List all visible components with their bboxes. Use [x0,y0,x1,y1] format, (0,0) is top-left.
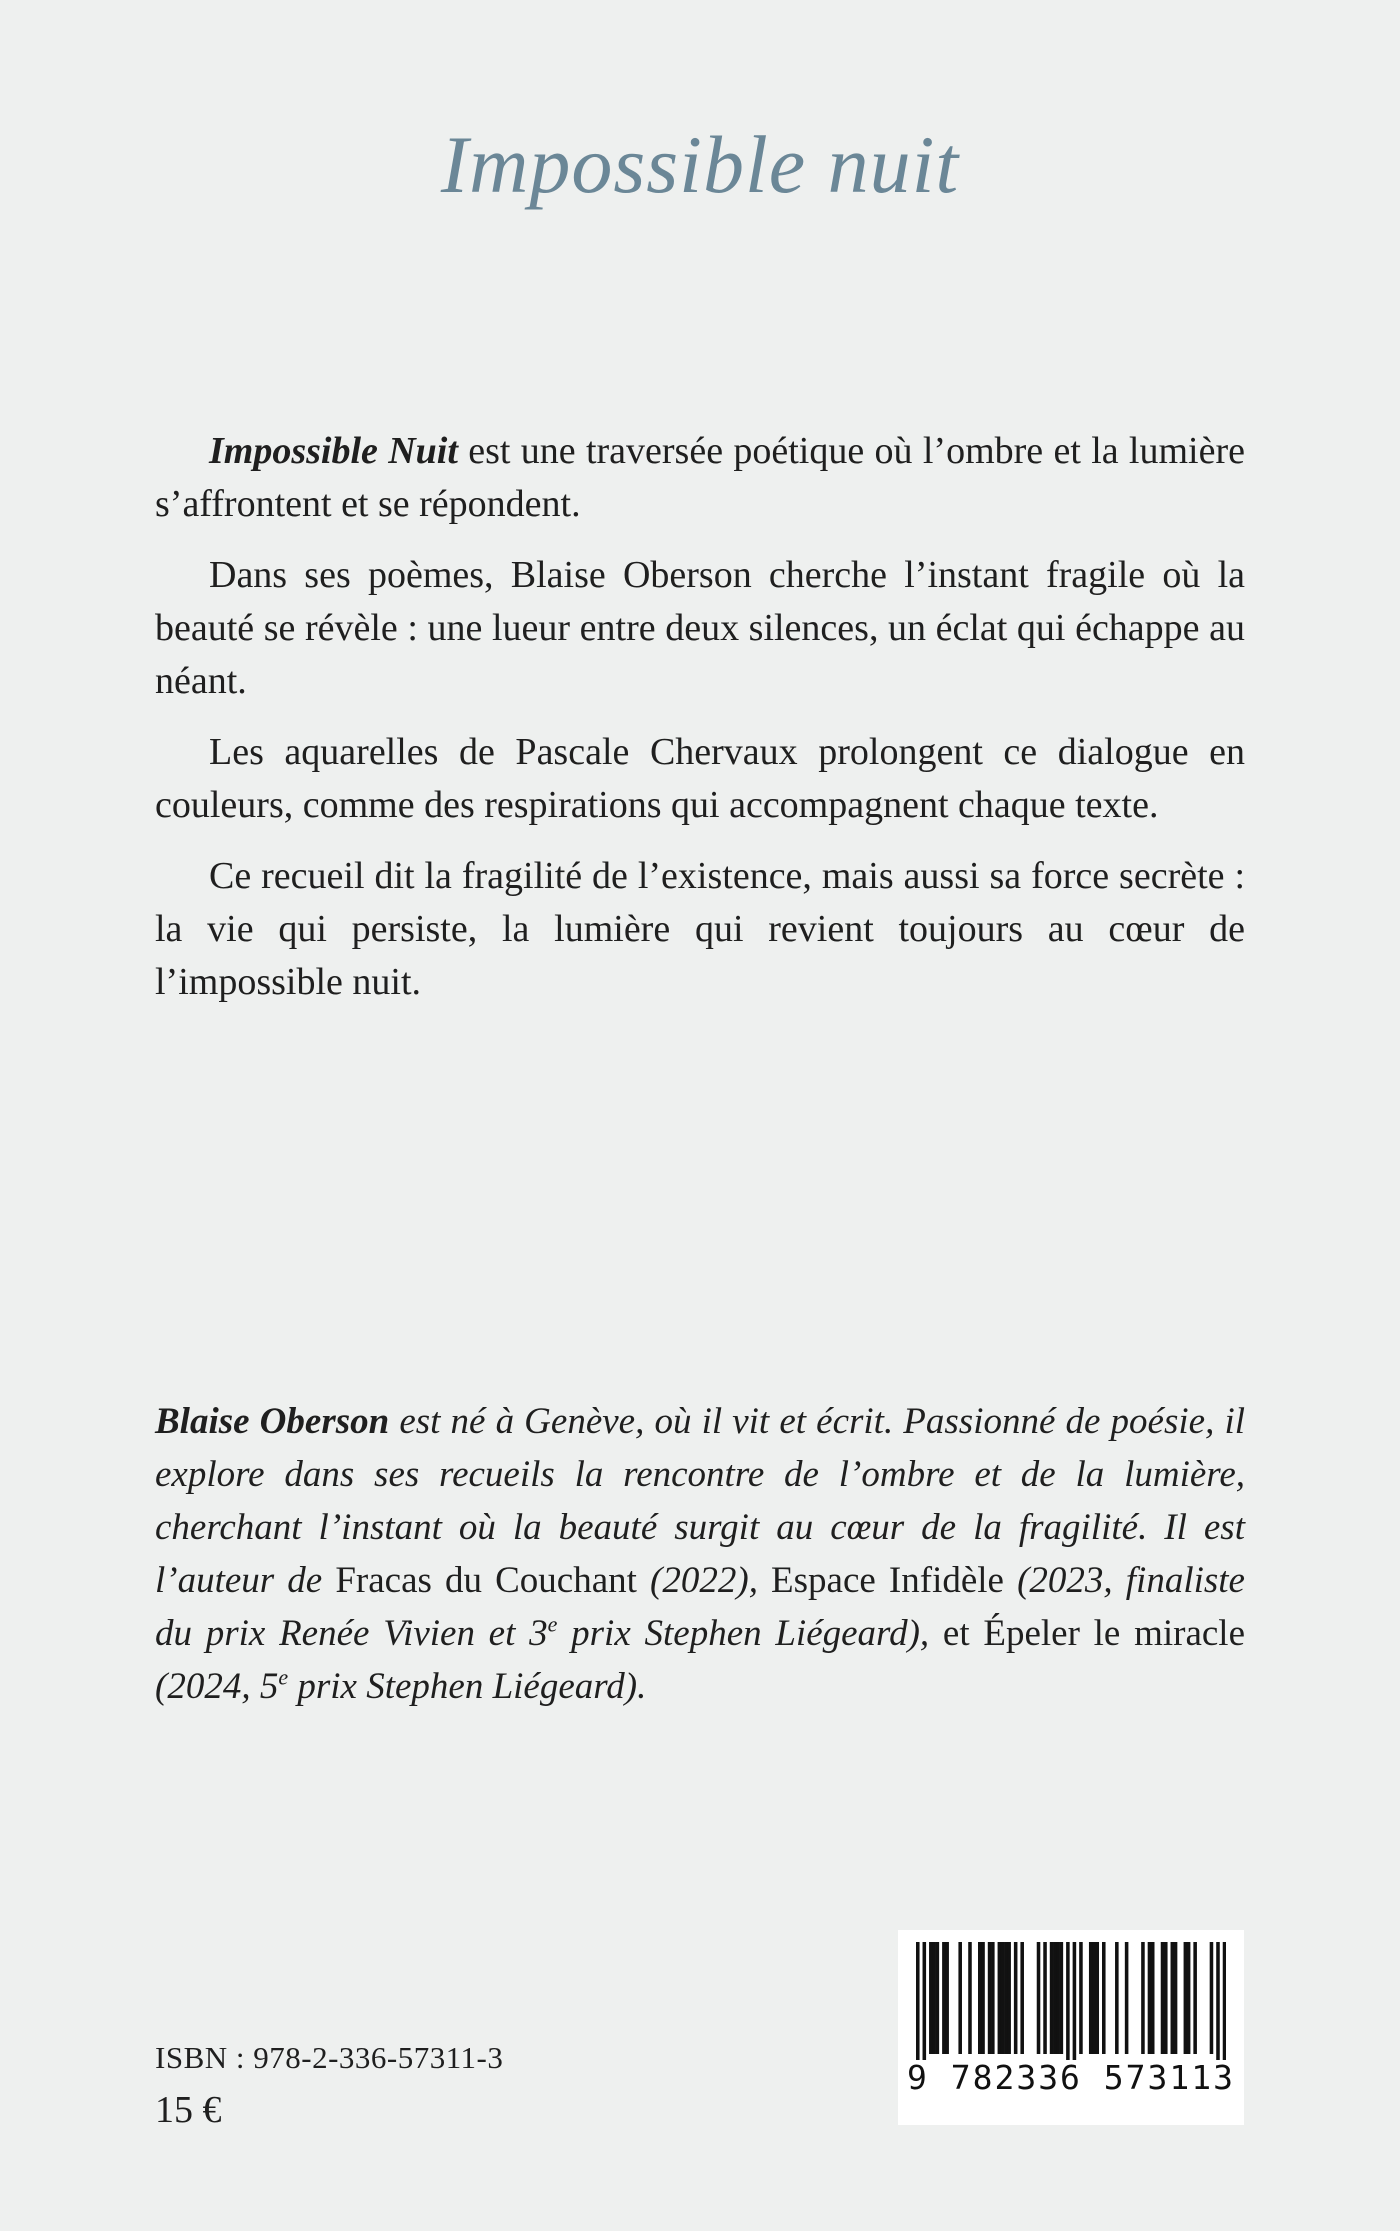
bio-text-2: (2022), [636,1560,772,1601]
barcode-bar [1148,1942,1152,2054]
barcode-bar [1193,1942,1197,2054]
barcode-bar [1004,1942,1008,2054]
back-cover-blurb [155,425,1245,1027]
barcode-bar [1216,1942,1220,2060]
barcode-bar [1102,1942,1106,2054]
bio-conjunction: et [942,1613,984,1654]
barcode-digits: 9 782336 573113 [906,2058,1235,2097]
barcode-bar [1020,1942,1024,2054]
isbn-number: ISBN : 978-2-336-57311-3 [155,2040,504,2075]
barcode-bar [1174,1942,1178,2054]
bio-book-2: Espace Infidèle [771,1560,1004,1601]
author-bio [155,1395,1245,1713]
barcode-bar [1037,1942,1041,2054]
blurb-paragraph-1-text: est une traversée poétique où l’ombre et la lumière s’affrontent et se répondent. [155,430,1245,525]
barcode-bar [1014,1942,1018,2054]
bio-text-6: prix Stephen Liégeard). [288,1666,647,1707]
barcode-bar [942,1942,946,2054]
barcode-bar [1210,1942,1214,2054]
blurb-paragraph-4: Ce recueil dit la fragilité de l’existence, mais aussi sa force secrète : la vie qui persiste, la lumière qui revient toujours au cœur de l’impossible nuit. [155,855,1245,1003]
barcode-bar [1184,1942,1188,2054]
barcode-bar [929,1942,933,2054]
book-title: Impossible nuit [440,119,960,210]
barcode [898,1930,1244,2125]
barcode-bar [991,1942,995,2054]
barcode-bar [988,1942,992,2054]
bio-text-5: (2024, 5 [155,1666,279,1707]
barcode-bar [1073,1942,1077,2060]
barcode-bar [923,1942,927,2060]
barcode-bar [1050,1942,1054,2054]
barcode-bar [958,1942,962,2054]
barcode-bar [945,1942,949,2054]
barcode-bar [916,1942,920,2060]
barcode-bars [916,1942,1226,2060]
barcode-bar [1141,1942,1145,2054]
barcode-bar [932,1942,936,2054]
barcode-bar [1043,1942,1047,2054]
barcode-bar [1187,1942,1191,2054]
bio-text-3: (2023, finaliste du prix Renée Vivien et 3 [155,1560,1245,1654]
barcode-bar [1007,1942,1011,2054]
barcode-bar [1151,1942,1155,2054]
bio-text-4: prix Stephen Liégeard), [557,1613,943,1654]
blurb-paragraph-2: Dans ses poèmes, Blaise Oberson cherche l’instant fragile où la beauté se révèle : une lueur entre deux silences, un éclat qui échappe au néant. [155,554,1245,702]
bio-book-3: Épeler le miracle [983,1613,1245,1654]
price: 15 € [155,2089,222,2131]
barcode-bar [1164,1942,1168,2054]
bio-superscript-2: e [278,1664,289,1690]
bio-superscript-1: e [547,1611,558,1637]
barcode-bar [1223,1942,1226,2060]
barcode-bar [1115,1942,1119,2054]
barcode-bar [1171,1942,1175,2054]
barcode-bar [1066,1942,1070,2060]
barcode-bar [1060,1942,1064,2054]
barcode-bar [1092,1942,1096,2054]
barcode-bar [1125,1942,1129,2054]
barcode-bar [936,1942,940,2054]
bio-book-1: Fracas du Couchant [335,1560,637,1601]
barcode-bar [1089,1942,1093,2054]
barcode-bar [1095,1942,1099,2054]
barcode-bar [1053,1942,1057,2054]
barcode-bar [1056,1942,1060,2054]
barcode-bar [1079,1942,1083,2054]
blurb-paragraph-3: Les aquarelles de Pascale Chervaux prolongent ce dialogue en couleurs, comme des respirations qui accompagnent chaque texte. [155,731,1245,826]
barcode-bar [978,1942,982,2054]
barcode-bar [1001,1942,1005,2054]
blurb-paragraph-1 [155,425,1245,531]
barcode-bar [968,1942,972,2054]
barcode-bar [1161,1942,1165,2054]
blurb-book-title: Impossible Nuit [209,430,458,472]
author-name: Blaise Oberson [155,1401,390,1442]
barcode-bar [981,1942,985,2054]
bio-text-1: est né à Genève, où il vit et écrit. Passionné de poésie, il explore dans ses recueils la rencontre de l’ombre et de la lumière, cherchant l’instant où la beauté surgit au cœur de la fragilité. Il est l’auteur de [155,1401,1246,1601]
barcode-bar [998,1942,1002,2054]
